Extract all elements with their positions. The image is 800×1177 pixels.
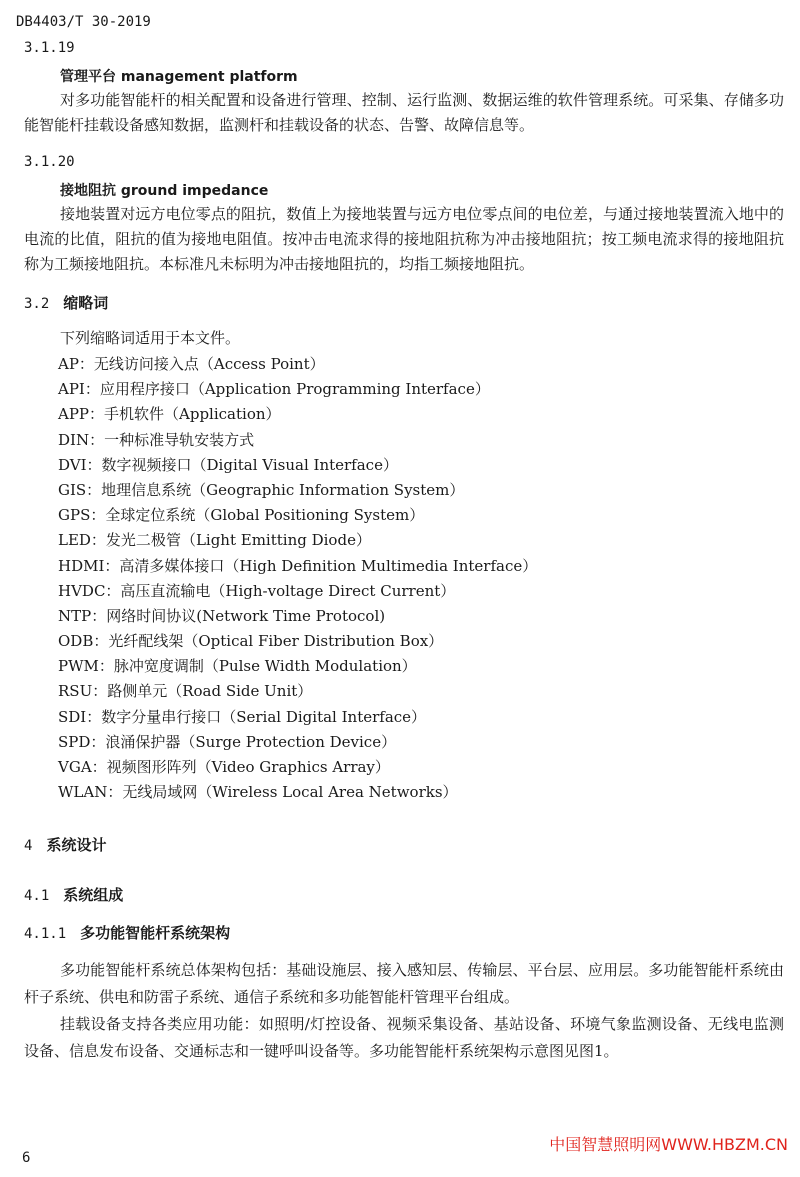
document-code: DB4403/T 30-2019 bbox=[16, 14, 151, 30]
abbreviation-item: APP：手机软件（Application） bbox=[58, 405, 281, 424]
abbreviation-item: GPS：全球定位系统（Global Positioning System） bbox=[58, 506, 425, 525]
section-number: 4.1.1 bbox=[24, 926, 67, 942]
page-number: 6 bbox=[22, 1150, 31, 1166]
abbreviation-item: VGA：视频图形阵列（Video Graphics Array） bbox=[58, 758, 390, 776]
clause-number-3-1-19: 3.1.19 bbox=[24, 40, 75, 56]
definition-management-platform bbox=[24, 88, 784, 138]
abbreviation-item: LED：发光二极管（Light Emitting Diode） bbox=[58, 531, 371, 550]
abbreviation-list bbox=[58, 352, 537, 805]
abbreviations-intro: 下列缩略词适用于本文件。 bbox=[60, 329, 241, 347]
abbreviation-item: DVI：数字视频接口（Digital Visual Interface） bbox=[58, 455, 398, 474]
section-number: 4 bbox=[24, 838, 33, 854]
section-title: 多功能智能杆系统架构 bbox=[80, 924, 231, 942]
definition-text: 对多功能智能杆的相关配置和设备进行管理、控制、运行监测、数据运维的软件管理系统。可采集、存储多功能智能杆挂载设备感知数据，监测杆和挂载设备的状态、告警、故障信息等。 bbox=[24, 91, 784, 134]
clause-number-3-1-20: 3.1.20 bbox=[24, 154, 75, 170]
body-paragraph: 挂载设备支持各类应用功能：如照明/灯控设备、视频采集设备、基站设备、环境气象监测设备、无线电监测设备、信息发布设备、交通标志和一键呼叫设备等。多功能智能杆系统架构示意图见图1。 bbox=[24, 1015, 784, 1060]
abbreviation-item: SDI：数字分量串行接口（Serial Digital Interface） bbox=[58, 707, 427, 726]
section-heading-3-2 bbox=[24, 292, 108, 313]
abbreviation-item: API：应用程序接口（Application Programming Interface） bbox=[58, 380, 490, 399]
section-4-1-1-body bbox=[24, 957, 784, 1065]
abbreviation-item: HDMI：高清多媒体接口（High Definition Multimedia Interface） bbox=[58, 556, 538, 575]
abbreviation-item: GIS：地理信息系统（Geographic Information System） bbox=[58, 480, 465, 499]
abbreviation-item: ODB：光纤配线架（Optical Fiber Distribution Box） bbox=[58, 632, 444, 651]
site-watermark: 中国智慧照明网WWW.HBZM.CN bbox=[549, 1135, 788, 1154]
abbreviation-item: HVDC：高压直流输电（High-voltage Direct Current） bbox=[58, 581, 456, 600]
abbreviation-item: AP：无线访问接入点（Access Point） bbox=[58, 355, 325, 373]
section-heading-4-1-1 bbox=[24, 922, 230, 943]
term-management-platform: 管理平台 management platform bbox=[60, 69, 298, 85]
abbreviation-item: SPD：浪涌保护器（Surge Protection Device） bbox=[58, 732, 397, 751]
abbreviation-item: NTP：网络时间协议(Network Time Protocol) bbox=[58, 606, 386, 625]
abbreviation-item: DIN：一种标准导轨安装方式 bbox=[58, 430, 255, 449]
section-heading-4 bbox=[24, 834, 106, 855]
body-paragraph: 多功能智能杆系统总体架构包括：基础设施层、接入感知层、传输层、平台层、应用层。多功能智能杆系统由杆子系统、供电和防雷子系统、通信子系统和多功能智能杆管理平台组成。 bbox=[24, 961, 784, 1006]
section-number: 3.2 bbox=[24, 296, 50, 312]
definition-ground-impedance bbox=[24, 202, 784, 277]
section-heading-4-1 bbox=[24, 884, 123, 905]
abbreviation-item: RSU：路侧单元（Road Side Unit） bbox=[58, 682, 313, 701]
section-title: 缩略词 bbox=[63, 294, 109, 312]
abbreviation-item: PWM：脉冲宽度调制（Pulse Width Modulation） bbox=[58, 657, 417, 676]
section-title: 系统组成 bbox=[63, 886, 124, 904]
definition-text: 接地装置对远方电位零点的阻抗，数值上为接地装置与远方电位零点间的电位差，与通过接地装置流入地中的电流的比值，阻抗的值为接地电阻值。按冲击电流求得的接地阻抗称为冲击接地阻抗；按工频电流求得的接地阻抗称为工频接地阻抗。本标准凡未标明为冲击接地阻抗的，均指工频接地阻抗。 bbox=[24, 205, 784, 273]
section-number: 4.1 bbox=[24, 888, 50, 904]
term-ground-impedance: 接地阻抗 ground impedance bbox=[60, 183, 269, 199]
section-title: 系统设计 bbox=[46, 836, 107, 854]
abbreviation-item: WLAN：无线局域网（Wireless Local Area Networks） bbox=[58, 783, 458, 802]
